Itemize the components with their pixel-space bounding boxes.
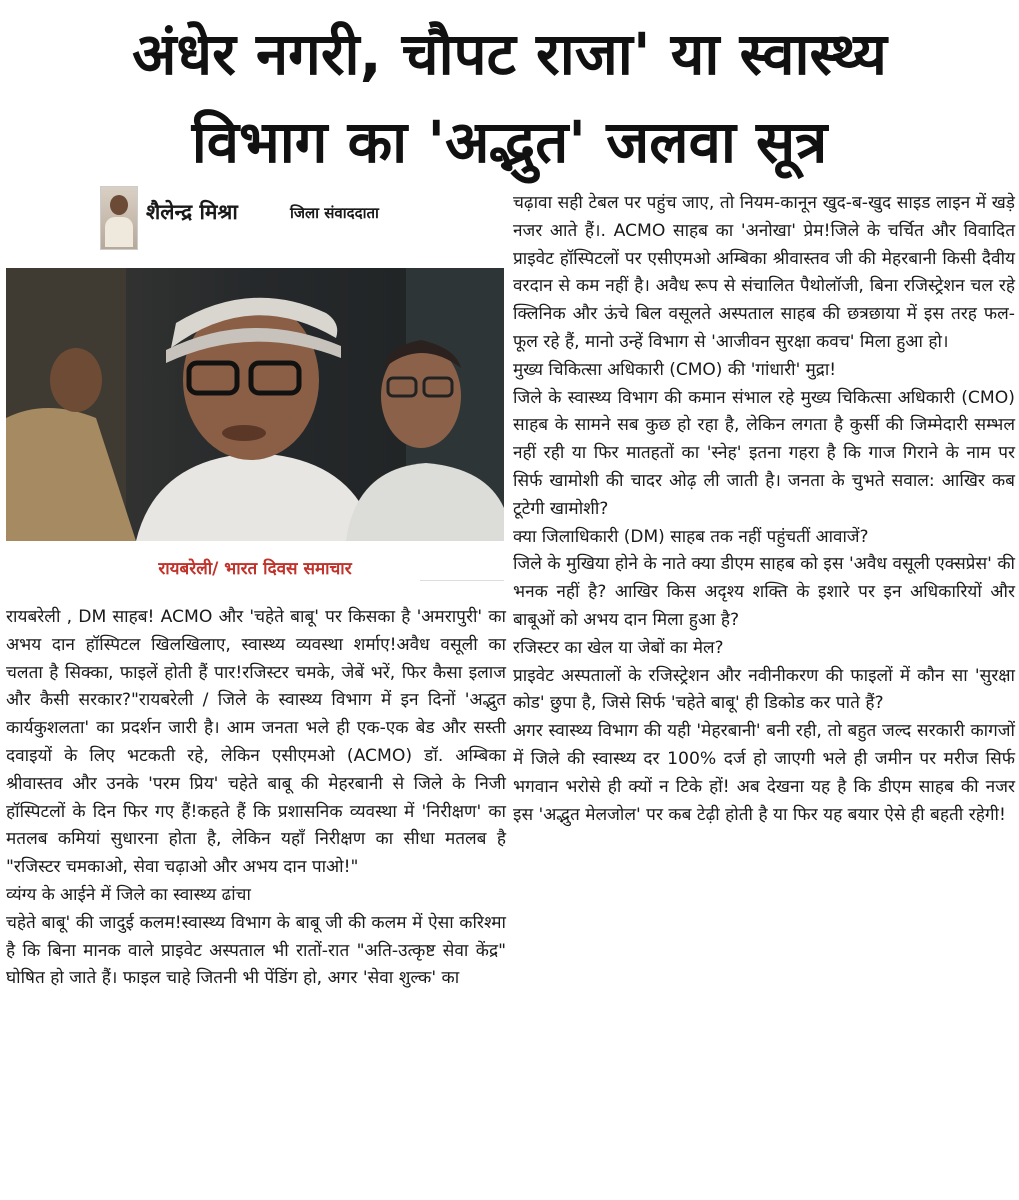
headline-line-1: अंधेर नगरी, चौपट राजा' या स्वास्थ्य <box>132 20 887 88</box>
article-subheading: व्यंग्य के आईने में जिले का स्वास्थ्य ढांचा <box>6 884 251 905</box>
reporter-photo <box>100 186 138 250</box>
headline-line-2: विभाग का 'अद्भुत' जलवा सूत्र <box>191 108 828 176</box>
reporter-role: जिला संवाददाता <box>290 204 379 222</box>
dateline: रायबरेली/ भारत दिवस समाचार <box>158 559 352 579</box>
headline <box>0 10 1019 186</box>
article-left-column <box>6 604 506 993</box>
article-subheading: रजिस्टर का खेल या जेबों का मेल? <box>513 637 724 658</box>
article-subheading: क्या जिलाधिकारी (DM) साहब तक नहीं पहुंचतीं आवाजें? <box>513 526 869 547</box>
article-subheading: मुख्य चिकित्सा अधिकारी (CMO) की 'गांधारी' मुद्रा! <box>513 359 837 380</box>
byline <box>100 186 400 250</box>
article-paragraph: चहेते बाबू' की जादुई कलम!स्वास्थ्य विभाग के बाबू जी की कलम में ऐसा करिश्मा है कि बिना मानक वाले प्राइवेट अस्पताल भी रातों-रात "अति-उत्कृष्ट सेवा केंद्र" घोषित हो जाते हैं। फाइल चाहे जितनी भी पेंडिंग हो, अगर 'सेवा शुल्क' का <box>6 912 506 989</box>
news-photo <box>6 268 504 541</box>
article-paragraph: अगर स्वास्थ्य विभाग की यही 'मेहरबानी' बनी रही, तो बहुत जल्द सरकारी कागजों में जिले की स्वास्थ्य दर 100% दर्ज हो जाएगी भले ही जमीन पर मरीज सिर्फ भगवान भरोसे ही क्यों न टिके हों! अब देखना यह है कि डीएम साहब की नजर इस 'अद्भुत मेलजोल' पर कब टेढ़ी होती है या फिर यह बयार ऐसे ही बहती रहेगी! <box>513 721 1015 825</box>
reporter-name: शैलेन्द्र मिश्रा <box>146 200 238 224</box>
article-paragraph: जिले के स्वास्थ्य विभाग की कमान संभाल रहे मुख्य चिकित्सा अधिकारी (CMO) साहब के सामने सब कुछ हो रहा है, लेकिन लगता है कुर्सी की जिम्मेदारी सम्भल नहीं रही या फिर मातहतों का 'स्नेह' इतना गहरा है कि गाज गिराने के नाम पर सिर्फ खामोशी की चादर ओढ़ ली जाती है। जनता के चुभते सवाल: आखिर कब टूटेगी खामोशी? <box>513 387 1015 519</box>
article-paragraph: चढ़ावा सही टेबल पर पहुंच जाए, तो नियम-कानून खुद-ब-खुद साइड लाइन में खड़े नजर आते हैं।. ACMO साहब का 'अनोखा' प्रेम!जिले के चर्चित और विवादित प्राइवेट हॉस्पिटलों पर एसीएमओ अम्बिका श्रीवास्तव जी की मेहरबानी किसी दैवीय वरदान से कम नहीं है। अवैध रूप से संचालित पैथोलॉजी, बिना रजिस्ट्रेशन चल रहे क्लिनिक और ऊंचे बिल वसूलते अस्पताल साहब की छत्रछाया में इस तरह फल-फूल रहे हैं, मानो उन्हें विभाग से 'आजीवन सुरक्षा कवच' मिला हुआ हो। <box>513 193 1015 352</box>
article-paragraph: रायबरेली , DM साहब! ACMO और 'चहेते बाबू' पर किसका है 'अमरापुरी' का अभय दान हॉस्पिटल खिलखिलाए, स्वास्थ्य व्यवस्था शर्माए!अवैध वसूली का चलता है सिक्का, फाइलें होती हैं पार!रजिस्टर चमके, जेबें भरें, फिर कैसा इलाज और कैसी सरकार?"रायबरेली / जिले के स्वास्थ्य विभाग में इन दिनों 'अद्भुत कार्यकुशलता' का प्रदर्शन जारी है। आम जनता भले ही एक-एक बेड और सस्ती दवाइयों के लिए भटकती रहे, लेकिन एसीएमओ (ACMO) डॉ. अम्बिका श्रीवास्तव और उनके 'परम प्रिय' चहेते बाबू की मेहरबानी से जिले के निजी हॉस्पिटलों के दिन फिर गए हैं!कहते हैं कि प्रशासनिक व्यवस्था में 'निरीक्षण' का मतलब कमियां सुधारना होता है, लेकिन यहाँ निरीक्षण का सीधा मतलब है "रजिस्टर चमकाओ, सेवा चढ़ाओ और अभय दान पाओ!" <box>6 607 506 878</box>
article-paragraph: जिले के मुखिया होने के नाते क्या डीएम साहब को इस 'अवैध वसूली एक्सप्रेस' की भनक नहीं है? आखिर किस अदृश्य शक्ति के इशारे पर इन अधिकारियों और बाबूओं को अभय दान मिला हुआ है? <box>513 554 1015 630</box>
divider <box>420 580 504 581</box>
article-paragraph: प्राइवेट अस्पतालों के रजिस्ट्रेशन और नवीनीकरण की फाइलों में कौन सा 'सुरक्षा कोड' छुपा है, जिसे सिर्फ 'चहेते बाबू' ही डिकोड कर पाते हैं? <box>513 665 1015 714</box>
article-right-column <box>513 190 1015 829</box>
